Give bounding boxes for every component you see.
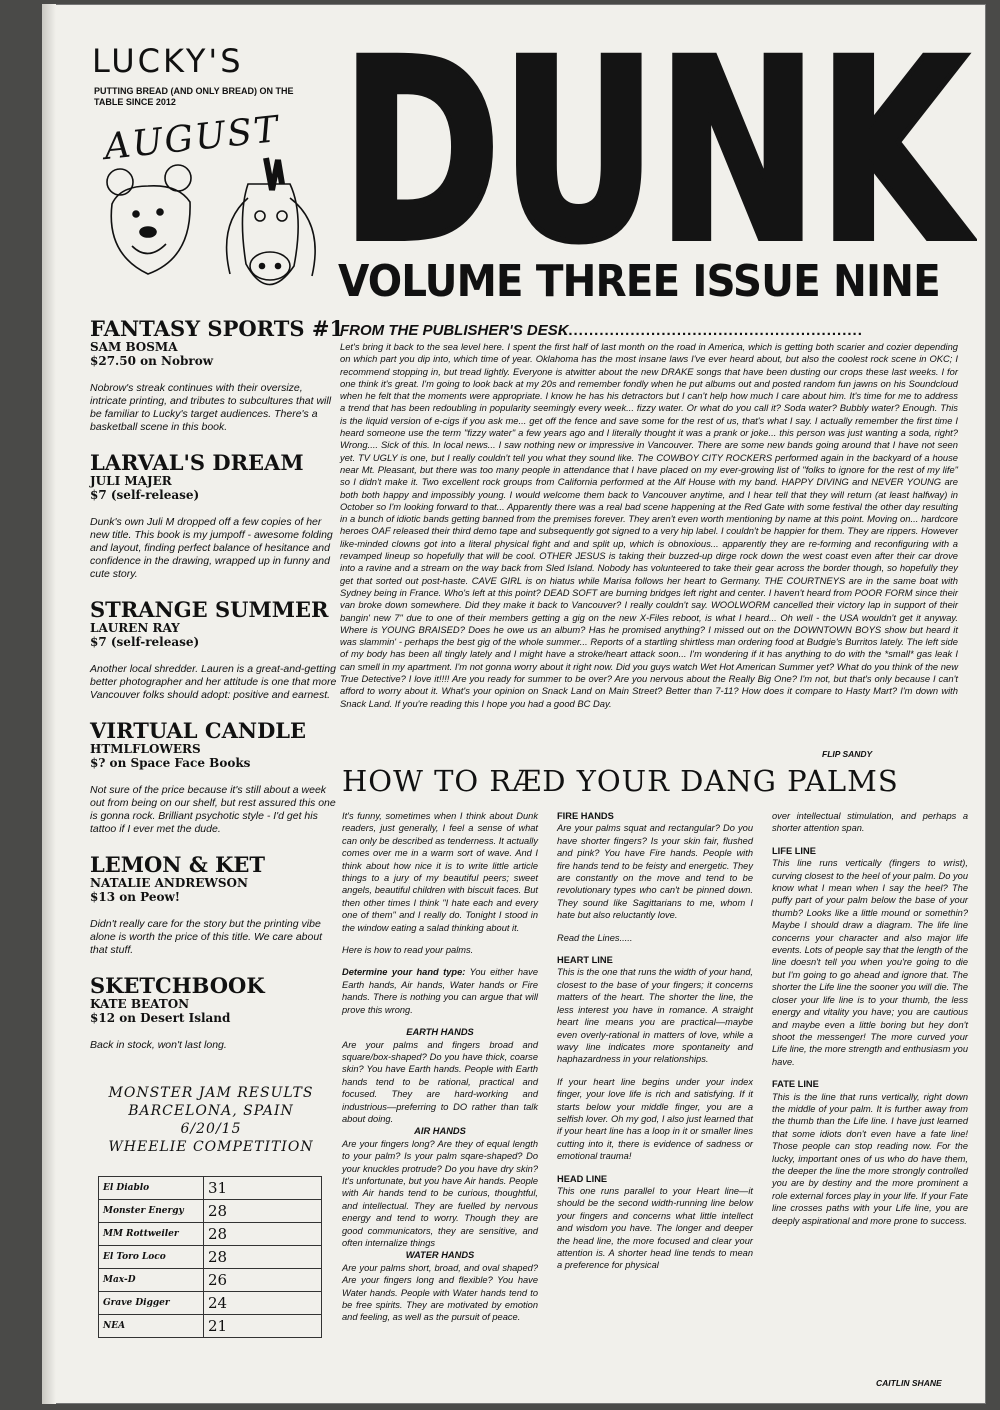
- palms-paragraph: over intellectual stimulation, and perhaps a shorter attention span.: [772, 811, 968, 834]
- palms-paragraph: If your heart line begins under your index finger, your love life is rich and satisfying. If it starts below your middle finger, you are a selfish lover. Oh my god, I also just learned that if your heart line has a loop in it or smaller lines cutting into it, there is evidence of sadness or emotional trauma!: [557, 1076, 753, 1162]
- newspaper-page: [42, 4, 986, 1404]
- palms-signature: CAITLIN SHANE: [876, 1378, 942, 1388]
- monster-jam-heading: [96, 1084, 326, 1156]
- monster-jam-heading-line: MONSTER JAM RESULTS: [108, 1085, 314, 1101]
- air-hands-heading: AIR HANDS: [414, 1126, 466, 1137]
- palms-paragraph: It's funny, sometimes when I think about Dunk readers, just generally, I feel a sense of what can only be described as tenderness. It actually comes over me in a warm sort of wave. And I think about how nice it is to write little article things to a jury of my beautiful peers; sweet angels, beautiful children with biscuit faces. But then other times I think "I hate each and every one of them" and I really do. Tonight I stood in the window eating a salad thinking about it.: [342, 811, 538, 933]
- palms-paragraph: [342, 966, 538, 1016]
- palms-column-1: [342, 810, 538, 1334]
- donkey-face-drawing: [227, 158, 316, 285]
- review-item: [90, 975, 340, 1052]
- review-author: JULI MAJER: [90, 474, 172, 488]
- truck-name: NEA: [99, 1315, 204, 1338]
- palms-paragraph: This line runs vertically (fingers to wrist), curving closest to the heel of your palm. Do you know what I mean when I say the heel? The puffy part of your palm below the base of your thumb? Looks like a little mound or somethin? Maybe I should draw a diagram. The life line concerns your character and also major life events. Lots of people say that the length of the line doesn't tell you when you're going to die but I'm going to go ahead and ignore that. The shorter the Life line the sooner you will die. The closer your life line is to your thumb, the less energy and vitality you have; you are cautious and maybe even a little boring but hey don't shoot the messenger! The more curved your Life line, the more strength and enthusiasm you have.: [772, 858, 968, 1067]
- earth-hands-heading: EARTH HANDS: [406, 1027, 474, 1038]
- review-body: Didn't really care for the story but the printing vibe alone is worth the price of this title. We care about that stuff.: [90, 918, 323, 956]
- palms-article-title: HOW TO RÆD YOUR DANG PALMS: [342, 764, 899, 798]
- table-row: [99, 1200, 322, 1223]
- review-title: VIRTUAL CANDLE: [90, 718, 307, 743]
- water-hands-heading: WATER HANDS: [405, 1250, 475, 1261]
- table-row: [99, 1246, 322, 1269]
- publisher-signature: FLIP SANDY: [822, 749, 873, 759]
- review-price: $7 (self-release): [90, 635, 200, 649]
- review-author: SAM BOSMA: [90, 340, 178, 354]
- truck-name: MM Rottweiler: [99, 1223, 204, 1246]
- truck-score: 24: [204, 1292, 322, 1315]
- publisher-heading-dots: ...........................................................: [558, 322, 863, 339]
- bear-face-drawing: [107, 165, 191, 274]
- dunk-title: DUNK: [341, 42, 974, 262]
- review-title: STRANGE SUMMER: [90, 597, 329, 622]
- review-title: SKETCHBOOK: [90, 973, 265, 998]
- review-body: Not sure of the price because it's still about a week out from being on our shelf, but rest assured this one is gonna rock. Brilliant psychotic style - I'd get his tattoo if I ever met the dude.: [90, 784, 336, 835]
- review-item: [90, 316, 345, 434]
- truck-score: 28: [204, 1200, 322, 1223]
- publisher-heading: FROM THE PUBLISHER'S DESK: [340, 322, 569, 339]
- palms-paragraph: Here is how to read your palms.: [342, 945, 474, 956]
- truck-name: Max-D: [99, 1269, 204, 1292]
- cartoon-drawings: [98, 154, 338, 304]
- palms-paragraph: Are your palms short, broad, and oval shaped? Are your fingers long and flexible? You have Water hands. People with Water hands tend to be free spirits. They are motivated by emotion and feeling, as well as the pursuit of peace.: [342, 1262, 538, 1323]
- hand-type-text: You either have Earth hands, Air hands, Water hands or Fire hands. There is nothing you can argue that will prove this wrong.: [342, 967, 538, 1015]
- monster-jam-table: [98, 1176, 322, 1338]
- head-line-heading: HEAD LINE: [557, 1173, 608, 1184]
- dunk-brush-letters: [337, 42, 977, 262]
- hand-type-lead: Determine your hand type:: [342, 967, 466, 978]
- table-row: [99, 1177, 322, 1200]
- palms-paragraph: Read the Lines.....: [557, 932, 633, 943]
- palms-paragraph: This one runs parallel to your Heart line—it should be the second width-running line below your fingers and concerns what little intellect and wisdom you have. The longer and deeper the head line, the more focused and clear your attention is. A shorter head line tends to mean a preference for physical: [557, 1185, 753, 1271]
- palms-paragraph: This is the line that runs vertically, right down the middle of your palm. It is further away from the thumb than the Life line. I have just learned that some idiots don't even have a fate line! Those people can stop reading now. For the lucky, important ones of us who do have them, the deeper the line the more strongly controlled you are by destiny and the more prominent a role external forces play in your life. If your Fate line crosses paths with your Life line, you are deeply aspirational and more prone to success.: [772, 1091, 968, 1226]
- review-author: KATE BEATON: [90, 997, 190, 1011]
- truck-score: 31: [204, 1177, 322, 1200]
- review-item: [90, 854, 340, 957]
- truck-name: Grave Digger: [99, 1292, 204, 1315]
- palms-paragraph: Are your fingers long? Are they of equal length to your palm? Is your palm sqare-shaped? Do your knuckles protrude? Do you have dry skin? It's unfortunate, but you have Air hands. People with Air hands tend to be curious, thoughtful, and intellectual. They are fuelled by nervous energy and tend to worry. Though they are good communicators, they are sensitive, and often internalize things: [342, 1138, 538, 1248]
- truck-score: 28: [204, 1246, 322, 1269]
- review-title: LEMON & KET: [90, 852, 265, 877]
- palms-column-3: [772, 810, 968, 1237]
- review-author: LAUREN RAY: [90, 621, 180, 635]
- palms-paragraph: Are your palms squat and rectangular? Do you have shorter fingers? Is your skin fair, flushed and pink? You have Fire hands. People with fire hands tend to be feisty and energetic. They are constantly on the move and tend to be revolutionary types who can't be pinned down. They sound like Sagittarians to me, whom I hate but also reluctantly love.: [557, 823, 753, 921]
- truck-score: 28: [204, 1223, 322, 1246]
- review-item: [90, 452, 340, 581]
- truck-score: 26: [204, 1269, 322, 1292]
- truck-name: El Toro Loco: [99, 1246, 204, 1269]
- review-price: $12 on Desert Island: [90, 1011, 231, 1025]
- review-price: $? on Space Face Books: [90, 756, 251, 770]
- reviews-column: [90, 316, 345, 1070]
- month-label: AUGUST: [102, 108, 282, 169]
- store-name: LUCKY'S: [92, 42, 244, 80]
- heart-line-heading: HEART LINE: [557, 955, 613, 966]
- palms-paragraph: This is the one that runs the width of your hand, closest to the base of your fingers; it concerns matters of the heart. The shorter the line, the less interest you have in romance. A straight heart line means you are practical—maybe even overly-rational in matters of love, while a wavy line indicates more spontaneity and haphazardness in your relationships.: [557, 967, 753, 1065]
- table-row: [99, 1292, 322, 1315]
- review-title: FANTASY SPORTS #1: [90, 316, 345, 341]
- table-row: [99, 1315, 322, 1338]
- table-row: [99, 1223, 322, 1246]
- dunk-logo: [337, 42, 977, 262]
- review-body: Nobrow's streak continues with their oversize, intricate printing, and tributes to subcultures that will be familiar to Lucky's target audiences. There's a basketball scene in this book.: [90, 382, 332, 433]
- review-body: Another local shredder. Lauren is a great-and-getting better photographer and her attitude is one that more Vancouver folks should adopt: positive and earnest.: [90, 663, 337, 701]
- review-price: $7 (self-release): [90, 488, 200, 502]
- truck-name: El Diablo: [99, 1177, 204, 1200]
- review-item: [90, 720, 340, 836]
- review-author: HTMLFLOWERS: [90, 742, 201, 756]
- palms-paragraph: Are your palms and fingers broad and square/box-shaped? Do you have thick, coarse skin? You have Earth hands. People with Earth hands tend to be rational, practical and focused. They are hard-working and industrious—preferring to DO rather than talk about doing.: [342, 1039, 538, 1124]
- review-author: NATALIE ANDREWSON: [90, 876, 248, 890]
- publisher-body: Let's bring it back to the sea level here. I spent the first half of last month on the road in America, which is getting both scarier and cozier depending on which part you dip into, which time of year. Oklahoma has the most insane laws I've ever heard about, but also the coolest rock scene in OKC; I recommend stopping in, but tread lightly. Everyone is atwitter about the new DRAKE songs that have been dusting our crops these last weeks. I for one think it's great. I'm going to look back at my 20s and remember fondly when he put albums out and posted random fun jawns on his Soundcloud when he felt that the moments were appropriate. I know he has his detractors but I can't help how much I care about him. It's time for me to address a trend that has been redoubling in popularity seemingly every week... fizzy water. Or what do you call it? Soda water? Bubbly water? Enough. This is the liquid version of e-cigs if you ask me... get off the fence and save some for the rest of us, that's what I say. I actually remember the first time I heard someone use the term "fizzy water" a few years ago and I literally thought it was a prank or joke... this person was just wanting a soda, right? Wrong.... Sick of this. In local news... I saw nothing new or impressive in Vancouver. There are some new bands going around that I have not seen yet. TV UGLY is one, but I really couldn't tell you what they sound like. The COWBOY CITY ROCKERS performed again in the backyard of a house near Mt. Pleasant, but there was too many people in attendance that I have placed on my ever-growing list of "folks to ignore for the rest of my life" so I didn't make it. Two excellent rock groups from California performed at the Alf House with my band. HAPPY DIVING and NEVER YOUNG are both both happy and impossibly young. I would welcome them back to Vancouver anytime, and I hear tell that they will return (at least halfway) in October so I'm looking forward to that... Apparently there was a real bad scene happening at the Red Gate with some festival the other day resulting in a bunch of idiotic bands getting banned from the premises forever. They aren't even worth mentioning by name at this point. Moving on... hardcore heroes OAF released their third demo tape and subsequently got signed to a very hip label. I couldn't be happier for them. They are rippers. However like-minded clowns got into a literal physical fight and and split up, which is obnoxious... apparently they are re-forming and reconfiguring with a revamped lineup so hopefully that will be cool. OTHER JESUS is taking their buzzed-up dirge rock down the west coast even after their car drove into a ravine and a stream on the way back from Sled Island. Nobody has volunteered to take their gear across the border though, so hopefully they get that sorted out post-haste. CAVE GIRL is on hiatus while Marisa follows her heart to Germany. THE COURTNEYS are in the same boat with Sydney being in France. Who's left at this point? DEAD SOFT are burning bridges left right and center. I haven't heard from POOR FORM since their van broke down somewhere. Did they make it back to Vancouver? I really couldn't say. WOOLWORM cancelled their victory lap in support of their bangin' new 7" due to one of their members getting a gig on the new X-Files reboot, is what I heard... Oh well - the USA wouldn't get it anyway. Where is YOUNG BRAISED? Does he owe us an album? Has he promised anything? I missed out on the DOWNTOWN BOYS show but heard it was slammin' - perhaps the best gig of the whole summer... Reports of a startling shirtless man ordering food at Budgie's Burritos lately. The left side of my body has been all tingly lately and I might have a stroke/heart attack soon... I'm wondering if it has anything to do with the *small* gas leak I can smell in my apartment. I'm not gonna worry about it right now. Did you guys watch Wet Hot American Summer yet? What do you think of the new True Detective? I love it!!!! Are you ready for summer to be over? Are you nervous about the Really Big One? I'm not, but that's only because I can't afford to worry about it. What's your opinion on Snack Land on Main Street? Better than 7-11? How does it compare to Hasty Mart? I'm down with Snack Land. If you're reading this I hope you had a good BC Day.: [340, 341, 958, 709]
- monster-jam-heading-line: 6/20/15: [180, 1121, 242, 1137]
- review-title: LARVAL'S DREAM: [90, 450, 304, 475]
- truck-name: Monster Energy: [99, 1200, 204, 1223]
- table-row: [99, 1269, 322, 1292]
- review-body: Back in stock, won't last long.: [90, 1039, 227, 1051]
- monster-jam-heading-line: BARCELONA, SPAIN: [128, 1103, 294, 1119]
- palms-column-2: [557, 810, 753, 1282]
- tagline: PUTTING BREAD (AND ONLY BREAD) ON THE TABLE SINCE 2012: [94, 86, 294, 107]
- review-item: [90, 599, 340, 702]
- life-line-heading: LIFE LINE: [772, 845, 816, 856]
- review-price: $27.50 on Nobrow: [90, 354, 214, 368]
- fire-hands-heading: FIRE HANDS: [557, 811, 614, 821]
- truck-score: 21: [204, 1315, 322, 1338]
- issue-label: VOLUME THREE ISSUE NINE: [338, 256, 940, 307]
- fate-line-heading: FATE LINE: [772, 1079, 819, 1090]
- review-price: $13 on Peow!: [90, 890, 181, 904]
- review-body: Dunk's own Juli M dropped off a few copies of her new title. This book is my jumpoff - awesome folding and layout, finding perfect balance of hesitance and confidence in the drawing, wrapped up in funny and cute story.: [90, 516, 333, 580]
- monster-jam-heading-line: WHEELIE COMPETITION: [108, 1139, 314, 1155]
